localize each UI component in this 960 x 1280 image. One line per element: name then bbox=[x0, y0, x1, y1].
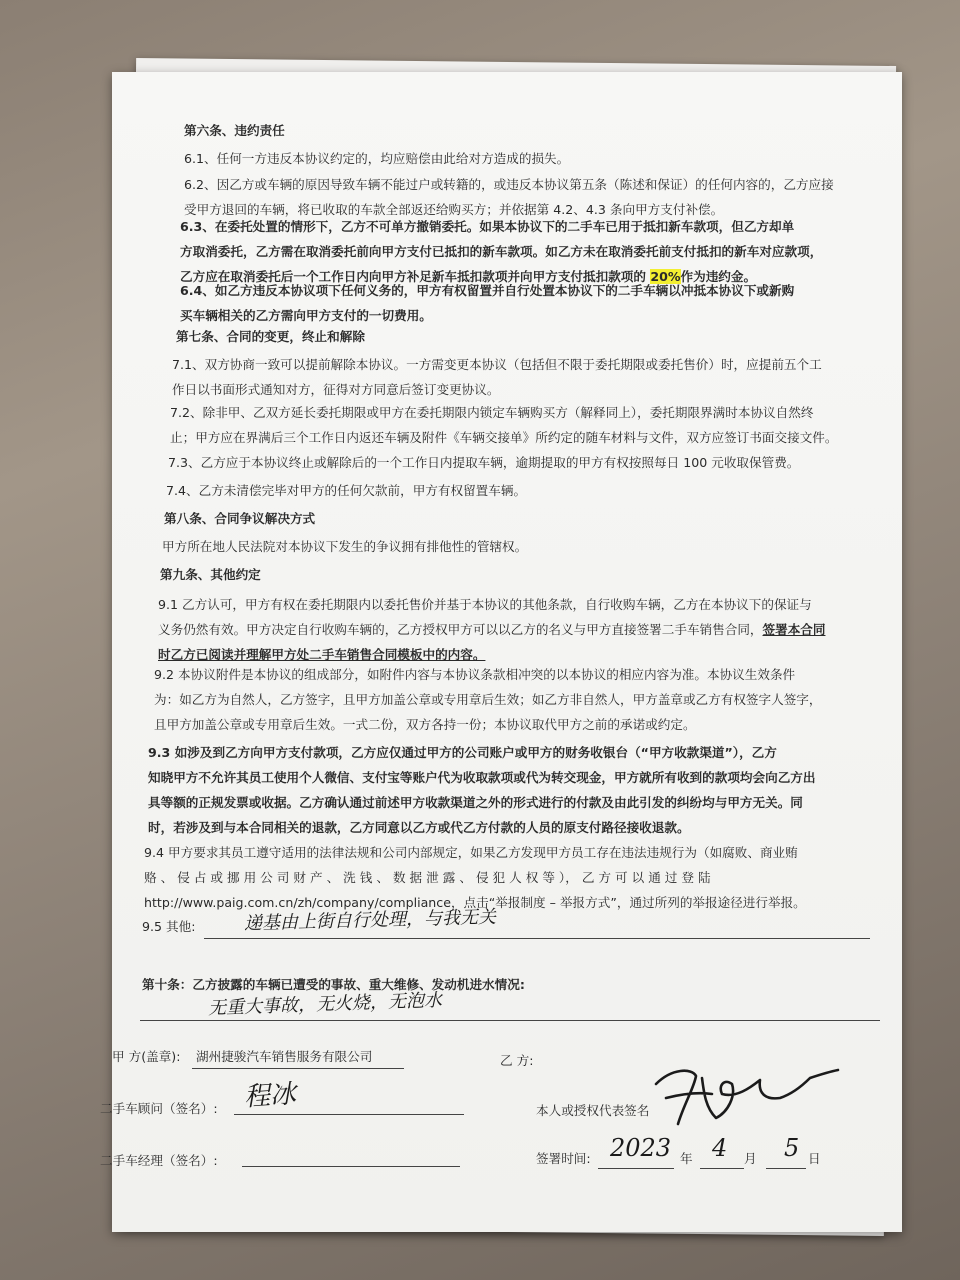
section-10-handwriting: 无重大事故，无火烧，无泡水 bbox=[207, 989, 443, 1020]
clause-9-4-line: 赂 、 侵 占 或 挪 用 公 司 财 产 、 洗 钱 、 数 据 泄 露 、 侵 犯 人 权 等 ）， 乙 方 可 以 通 过 登 陆 bbox=[144, 870, 711, 885]
blank-line bbox=[234, 1114, 464, 1115]
party-a-label: 甲 方(盖章): bbox=[112, 1049, 181, 1064]
clause-9-1-line bbox=[158, 617, 825, 642]
clause-9-2-line: 9.2 本协议附件是本协议的组成部分，如附件内容与本协议条款相冲突的以本协议的相应内容为准。本协议生效条件 bbox=[154, 667, 796, 682]
clause-6-1: 6.1、任何一方违反本协议约定的，均应赔偿由此给对方造成的损失。 bbox=[184, 151, 570, 166]
clause-6-3-line: 6.3、在委托处置的情形下，乙方不可单方撤销委托。如果本协议下的二手车已用于抵扣新车款项，但乙方却单 bbox=[180, 219, 795, 234]
clause-9-2-line: 且甲方加盖公章或专用章后生效。一式二份，双方各持一份；本协议取代甲方之前的承诺或约定。 bbox=[154, 717, 696, 732]
clause-7-2-line: 止；甲方应在界满后三个工作日内返还车辆及附件《车辆交接单》所约定的随车材料与文件，双方应签订书面交接文件。 bbox=[170, 430, 838, 445]
clause-7-1-line: 作日以书面形式通知对方，征得对方同意后签订变更协议。 bbox=[172, 382, 500, 397]
penalty-rate-highlight: 20% bbox=[650, 269, 681, 284]
advisor-label: 二手车顾问（签名）: bbox=[100, 1101, 218, 1116]
clause-6-4-line: 6.4、如乙方违反本协议项下任何义务的，甲方有权留置并自行处置本协议下的二手车辆以冲抵本协议下或新购 bbox=[180, 283, 795, 298]
month-handwriting: 4 bbox=[712, 1134, 728, 1162]
clause-7-4: 7.4、乙方未清偿完毕对甲方的任何欠款前，甲方有权留置车辆。 bbox=[166, 483, 527, 498]
blank-line bbox=[598, 1168, 674, 1169]
section-10-title: 第十条：乙方披露的车辆已遭受的事故、重大维修、发动机进水情况: bbox=[142, 977, 525, 992]
blank-line bbox=[192, 1068, 404, 1069]
clause-9-1-line: 时乙方已阅读并理解甲方处二手车销售合同模板中的内容。 bbox=[158, 647, 486, 662]
blank-line bbox=[766, 1168, 806, 1169]
clause-9-4 bbox=[144, 840, 806, 915]
representative-signature bbox=[632, 1058, 842, 1130]
clause-9-3 bbox=[148, 740, 815, 840]
blank-line bbox=[242, 1166, 460, 1167]
clause-9-1-line: 9.1 乙方认可，甲方有权在委托期限内以委托售价并基于本协议的其他条款，自行收购车辆，乙方在本协议下的保证与 bbox=[158, 597, 812, 612]
clause-9-2 bbox=[154, 662, 821, 737]
clause-6-4 bbox=[180, 278, 794, 328]
clause-9-1 bbox=[158, 592, 825, 667]
section-7-title: 第七条、合同的变更，终止和解除 bbox=[176, 329, 365, 344]
clause-7-3: 7.3、乙方应于本协议终止或解除后的一个工作日内提取车辆，逾期提取的甲方有权按照每日 100 元收取保管费。 bbox=[168, 455, 800, 470]
blank-line bbox=[700, 1168, 744, 1169]
contract-page bbox=[100, 72, 902, 1232]
blank-line bbox=[140, 1020, 880, 1021]
clause-6-3-text: 作为违约金。 bbox=[680, 269, 757, 284]
day-handwriting: 5 bbox=[784, 1134, 800, 1162]
clause-9-5-handwriting: 递基由上街自行处理，与我无关 bbox=[243, 906, 497, 935]
clause-9-1-emphasis: 签署本合同 bbox=[762, 622, 826, 637]
day-unit: 日 bbox=[808, 1151, 821, 1166]
clause-7-1 bbox=[172, 352, 822, 402]
clause-9-5-label: 9.5 其他: bbox=[142, 919, 196, 934]
clause-9-3-line: 9.3 如涉及到乙方向甲方支付款项，乙方应仅通过甲方的公司账户或甲方的财务收银台（“甲方收款渠道”），乙方 bbox=[148, 745, 777, 760]
section-8-title: 第八条、合同争议解决方式 bbox=[164, 511, 316, 526]
party-a-company: 湖州捷骏汽车销售服务有限公司 bbox=[196, 1049, 373, 1064]
representative-label: 本人或授权代表签名 bbox=[536, 1103, 650, 1118]
clause-9-3-line: 具等额的正规发票或收据。乙方确认通过前述甲方收款渠道之外的形式进行的付款及由此引发的纠纷均与甲方无关。同 bbox=[148, 795, 803, 810]
blank-line bbox=[204, 938, 870, 939]
clause-9-3-line: 知晓甲方不允许其员工使用个人微信、支付宝等账户代为收取款项或代为转交现金，甲方就所有收到的款项均会向乙方出 bbox=[148, 770, 816, 785]
clause-7-2 bbox=[170, 400, 837, 450]
clause-6-4-line: 买车辆相关的乙方需向甲方支付的一切费用。 bbox=[180, 308, 432, 323]
month-unit: 月 bbox=[744, 1151, 757, 1166]
advisor-signature: 程冰 bbox=[242, 1079, 297, 1113]
clause-6-3-line: 方取消委托，乙方需在取消委托前向甲方支付已抵扣的新车款项。如乙方未在取消委托前支付抵扣的新车对应款项， bbox=[180, 244, 823, 259]
clause-9-3-line: 时，若涉及到与本合同相关的退款，乙方同意以乙方或代乙方付款的人员的原支付路径接收退款。 bbox=[148, 820, 690, 835]
clause-6-2-line: 6.2、因乙方或车辆的原因导致车辆不能过户或转籍的，或违反本协议第五条（陈述和保证）的任何内容的，乙方应接 bbox=[184, 177, 834, 192]
year-unit: 年 bbox=[680, 1151, 693, 1166]
clause-9-2-line: 为：如乙方为自然人，乙方签字，且甲方加盖公章或专用章后生效；如乙方非自然人，甲方盖章或乙方有权签字人签字， bbox=[154, 692, 822, 707]
clause-8-1: 甲方所在地人民法院对本协议下发生的争议拥有排他性的管辖权。 bbox=[162, 539, 528, 554]
section-6-title: 第六条、违约责任 bbox=[184, 123, 285, 138]
manager-label: 二手车经理（签名）: bbox=[100, 1153, 218, 1168]
clause-9-4-line: http://www.paig.com.cn/zh/company/compliance，点击“举报制度 – 举报方式”，通过所列的举报途径进行举报。 bbox=[144, 895, 806, 910]
clause-9-1-text: 义务仍然有效。甲方决定自行收购车辆的，乙方授权甲方可以以乙方的名义与甲方直接签署二手车销售合同， bbox=[158, 622, 763, 637]
clause-7-2-line: 7.2、除非甲、乙双方延长委托期限或甲方在委托期限内锁定车辆购买方（解释同上），委托期限界满时本协议自然终 bbox=[170, 405, 814, 420]
year-handwriting: 2023 bbox=[610, 1134, 672, 1162]
party-b-label: 乙 方: bbox=[500, 1053, 534, 1068]
clause-6-3-text: 乙方应在取消委托后一个工作日内向甲方补足新车抵扣款项并向甲方支付抵扣款项的 bbox=[180, 269, 651, 284]
section-9-title: 第九条、其他约定 bbox=[160, 567, 261, 582]
clause-7-1-line: 7.1、双方协商一致可以提前解除本协议。一方需变更本协议（包括但不限于委托期限或委托售价）时，应提前五个工 bbox=[172, 357, 822, 372]
clause-9-4-line: 9.4 甲方要求其员工遵守适用的法律法规和公司内部规定，如果乙方发现甲方员工存在违法违规行为（如腐败、商业贿 bbox=[144, 845, 798, 860]
signing-date-label: 签署时间: bbox=[536, 1151, 591, 1166]
clause-6-2-line: 受甲方退回的车辆，将已收取的车款全部返还给购买方；并依据第 4.2、4.3 条向甲方支付补偿。 bbox=[184, 202, 724, 217]
